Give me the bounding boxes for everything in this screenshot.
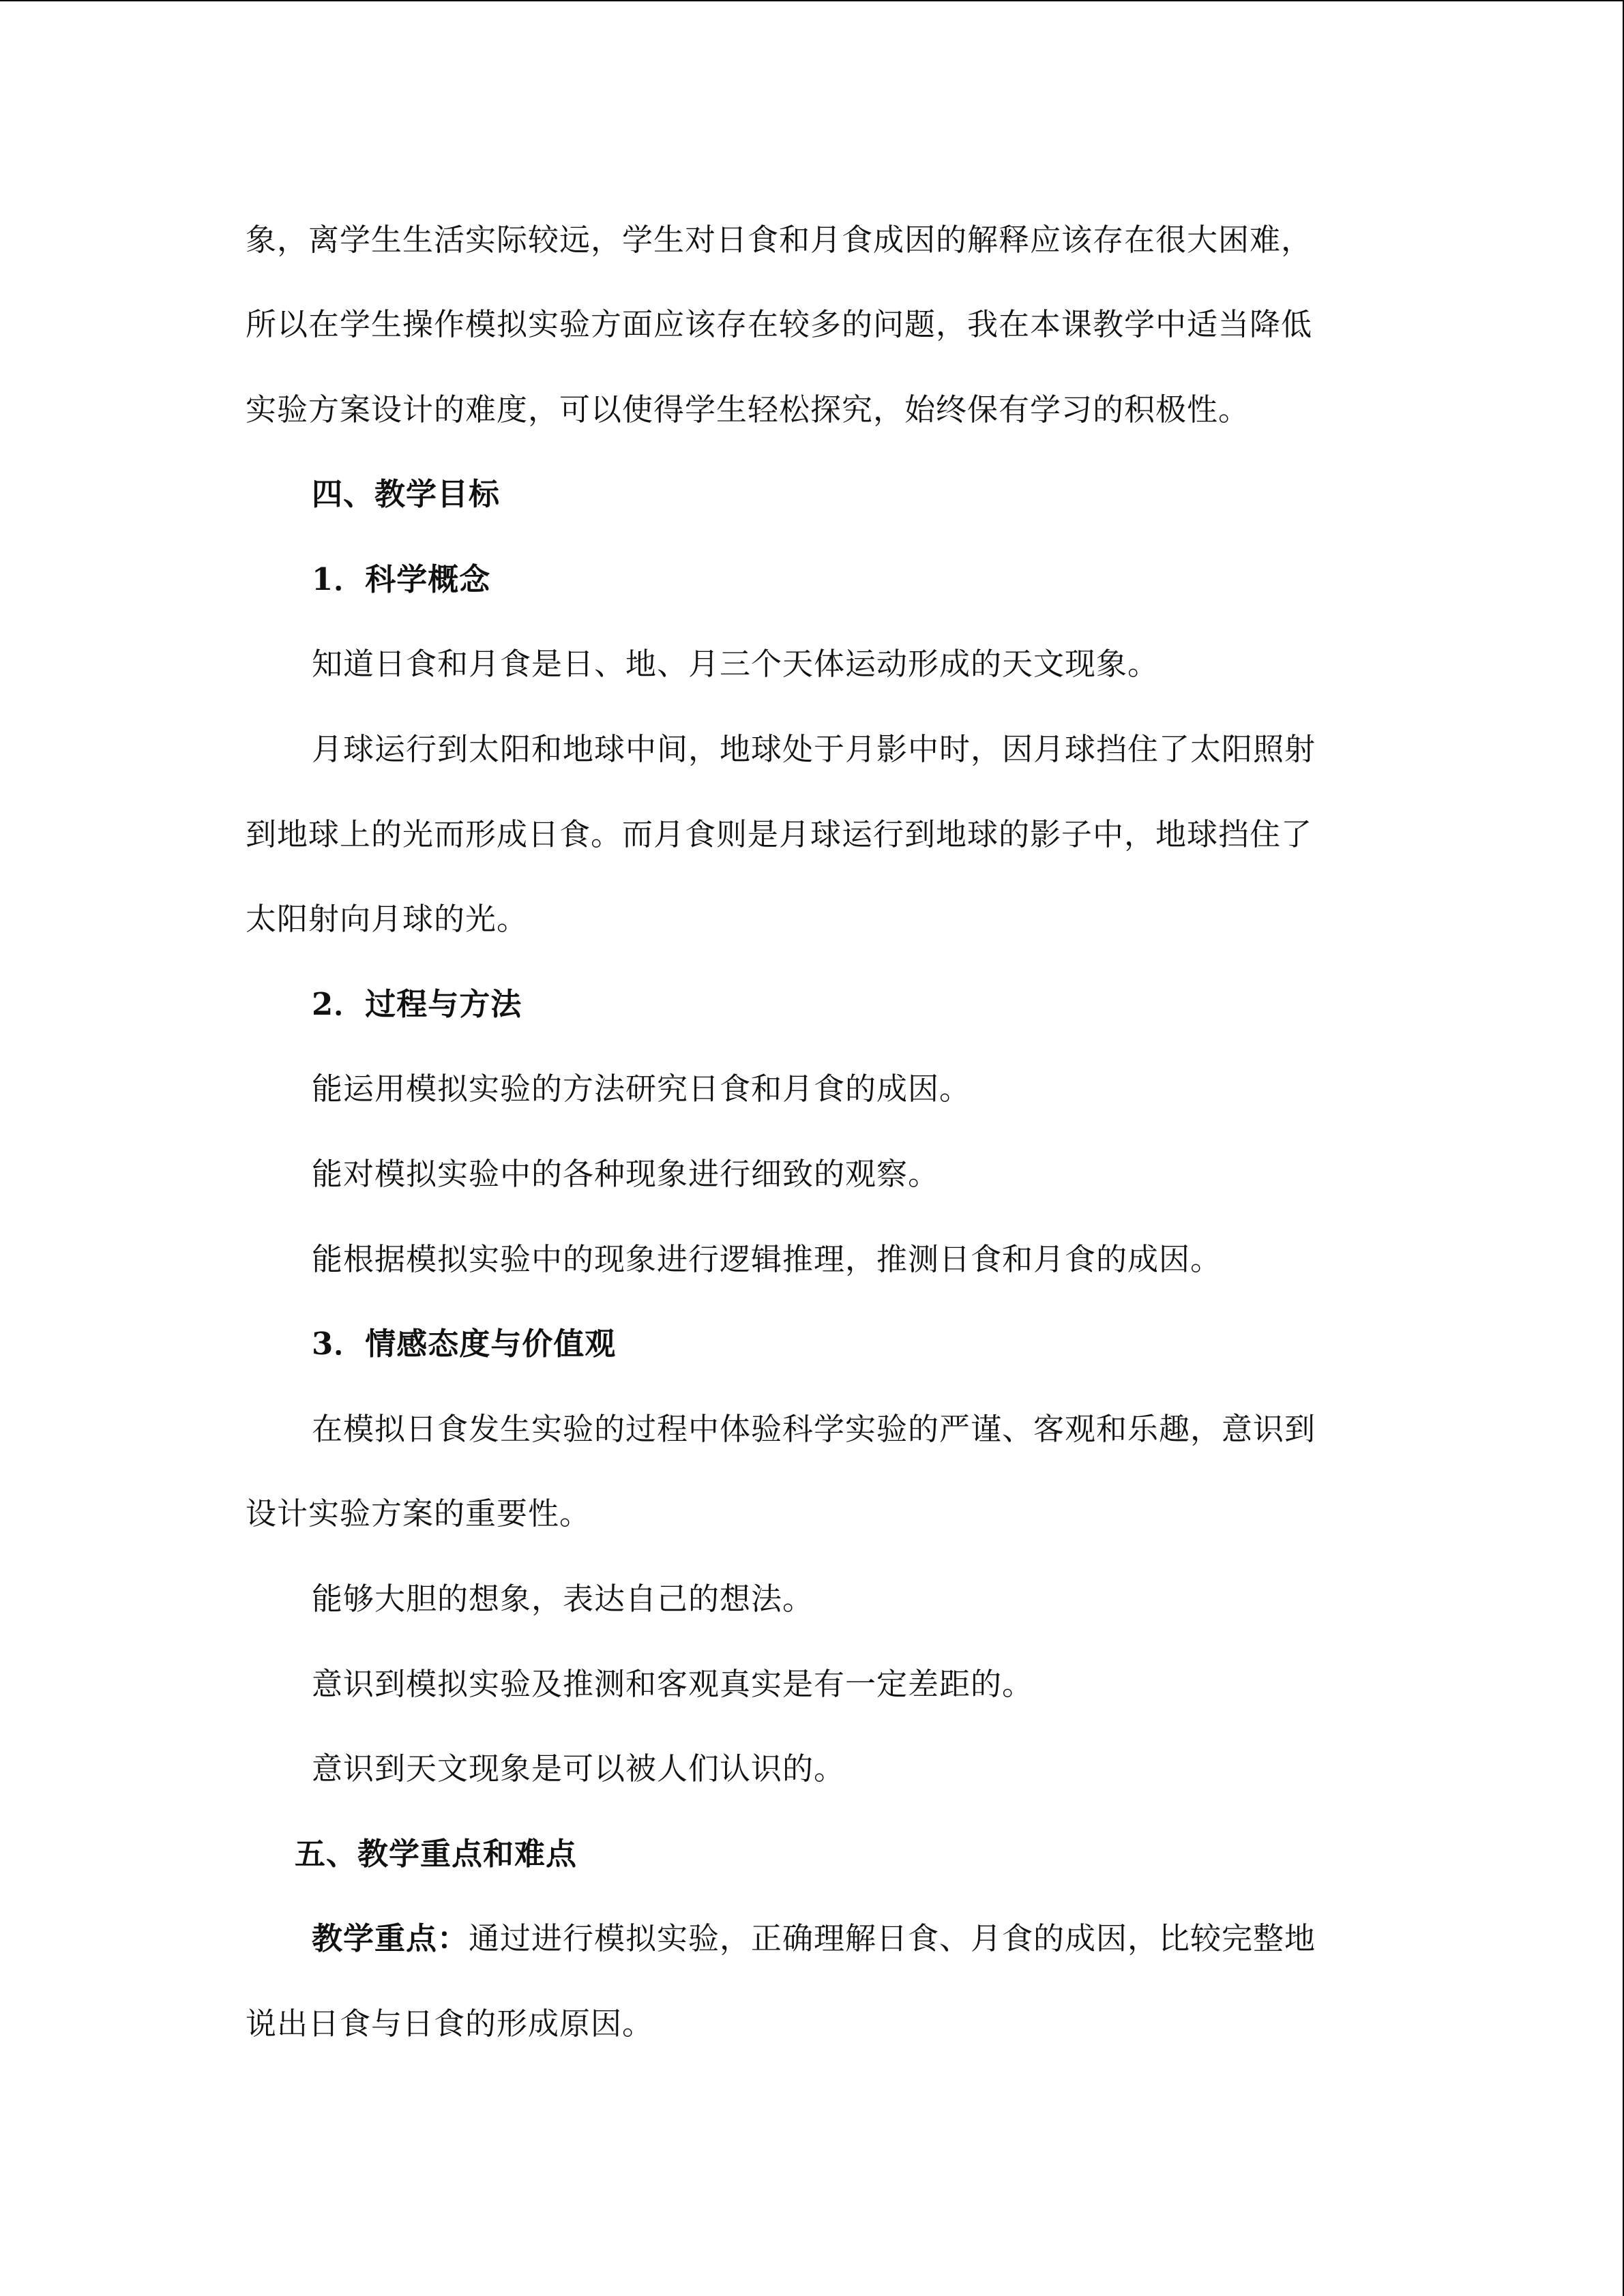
paragraph-line: 说出日食与日食的形成原因。 xyxy=(246,2006,654,2042)
paragraph: 知道日食和月食是日、地、月三个天体运动形成的天文现象。 xyxy=(312,646,1160,682)
paragraph-line: 月球运行到太阳和地球中间，地球处于月影中时，因月球挡住了太阳照射 xyxy=(312,731,1316,767)
paragraph: 意识到天文现象是可以被人们认识的。 xyxy=(312,1750,846,1787)
key-point-label: 教学重点： xyxy=(312,1920,469,1956)
paragraph-line: 到地球上的光而形成日食。而月食则是月球运行到地球的影子中，地球挡住了 xyxy=(246,816,1313,852)
paragraph: 能对模拟实验中的各种现象进行细致的观察。 xyxy=(312,1156,940,1192)
paragraph: 能够大胆的想象，表达自己的想法。 xyxy=(312,1581,814,1617)
paragraph-line: 太阳射向月球的光。 xyxy=(246,901,529,937)
section-heading-key-difficult-points: 五、教学重点和难点 xyxy=(295,1836,578,1872)
paragraph: 能根据模拟实验中的现象进行逻辑推理，推测日食和月食的成因。 xyxy=(312,1241,1222,1277)
intro-line-3: 实验方案设计的难度，可以使得学生轻松探究，始终保有学习的积极性。 xyxy=(246,391,1250,428)
paragraph: 能运用模拟实验的方法研究日食和月食的成因。 xyxy=(312,1071,971,1107)
key-point-text: 通过进行模拟实验，正确理解日食、月食的成因，比较完整地 xyxy=(469,1920,1316,1956)
key-point-paragraph xyxy=(312,1918,1316,1959)
intro-line-1: 象，离学生生活实际较远，学生对日食和月食成因的解释应该存在很大困难， xyxy=(246,222,1313,258)
intro-line-2: 所以在学生操作模拟实验方面应该存在较多的问题，我在本课教学中适当降低 xyxy=(246,306,1313,342)
subheading-process-methods: 2．过程与方法 xyxy=(312,986,522,1022)
subheading-science-concepts: 1．科学概念 xyxy=(312,561,491,597)
subheading-attitudes-values: 3．情感态度与价值观 xyxy=(312,1326,617,1362)
paragraph-line: 在模拟日食发生实验的过程中体验科学实验的严谨、客观和乐趣，意识到 xyxy=(312,1411,1316,1447)
section-heading-teaching-objectives: 四、教学目标 xyxy=(312,476,501,512)
paragraph: 意识到模拟实验及推测和客观真实是有一定差距的。 xyxy=(312,1666,1034,1702)
paragraph-line: 设计实验方案的重要性。 xyxy=(246,1495,591,1532)
